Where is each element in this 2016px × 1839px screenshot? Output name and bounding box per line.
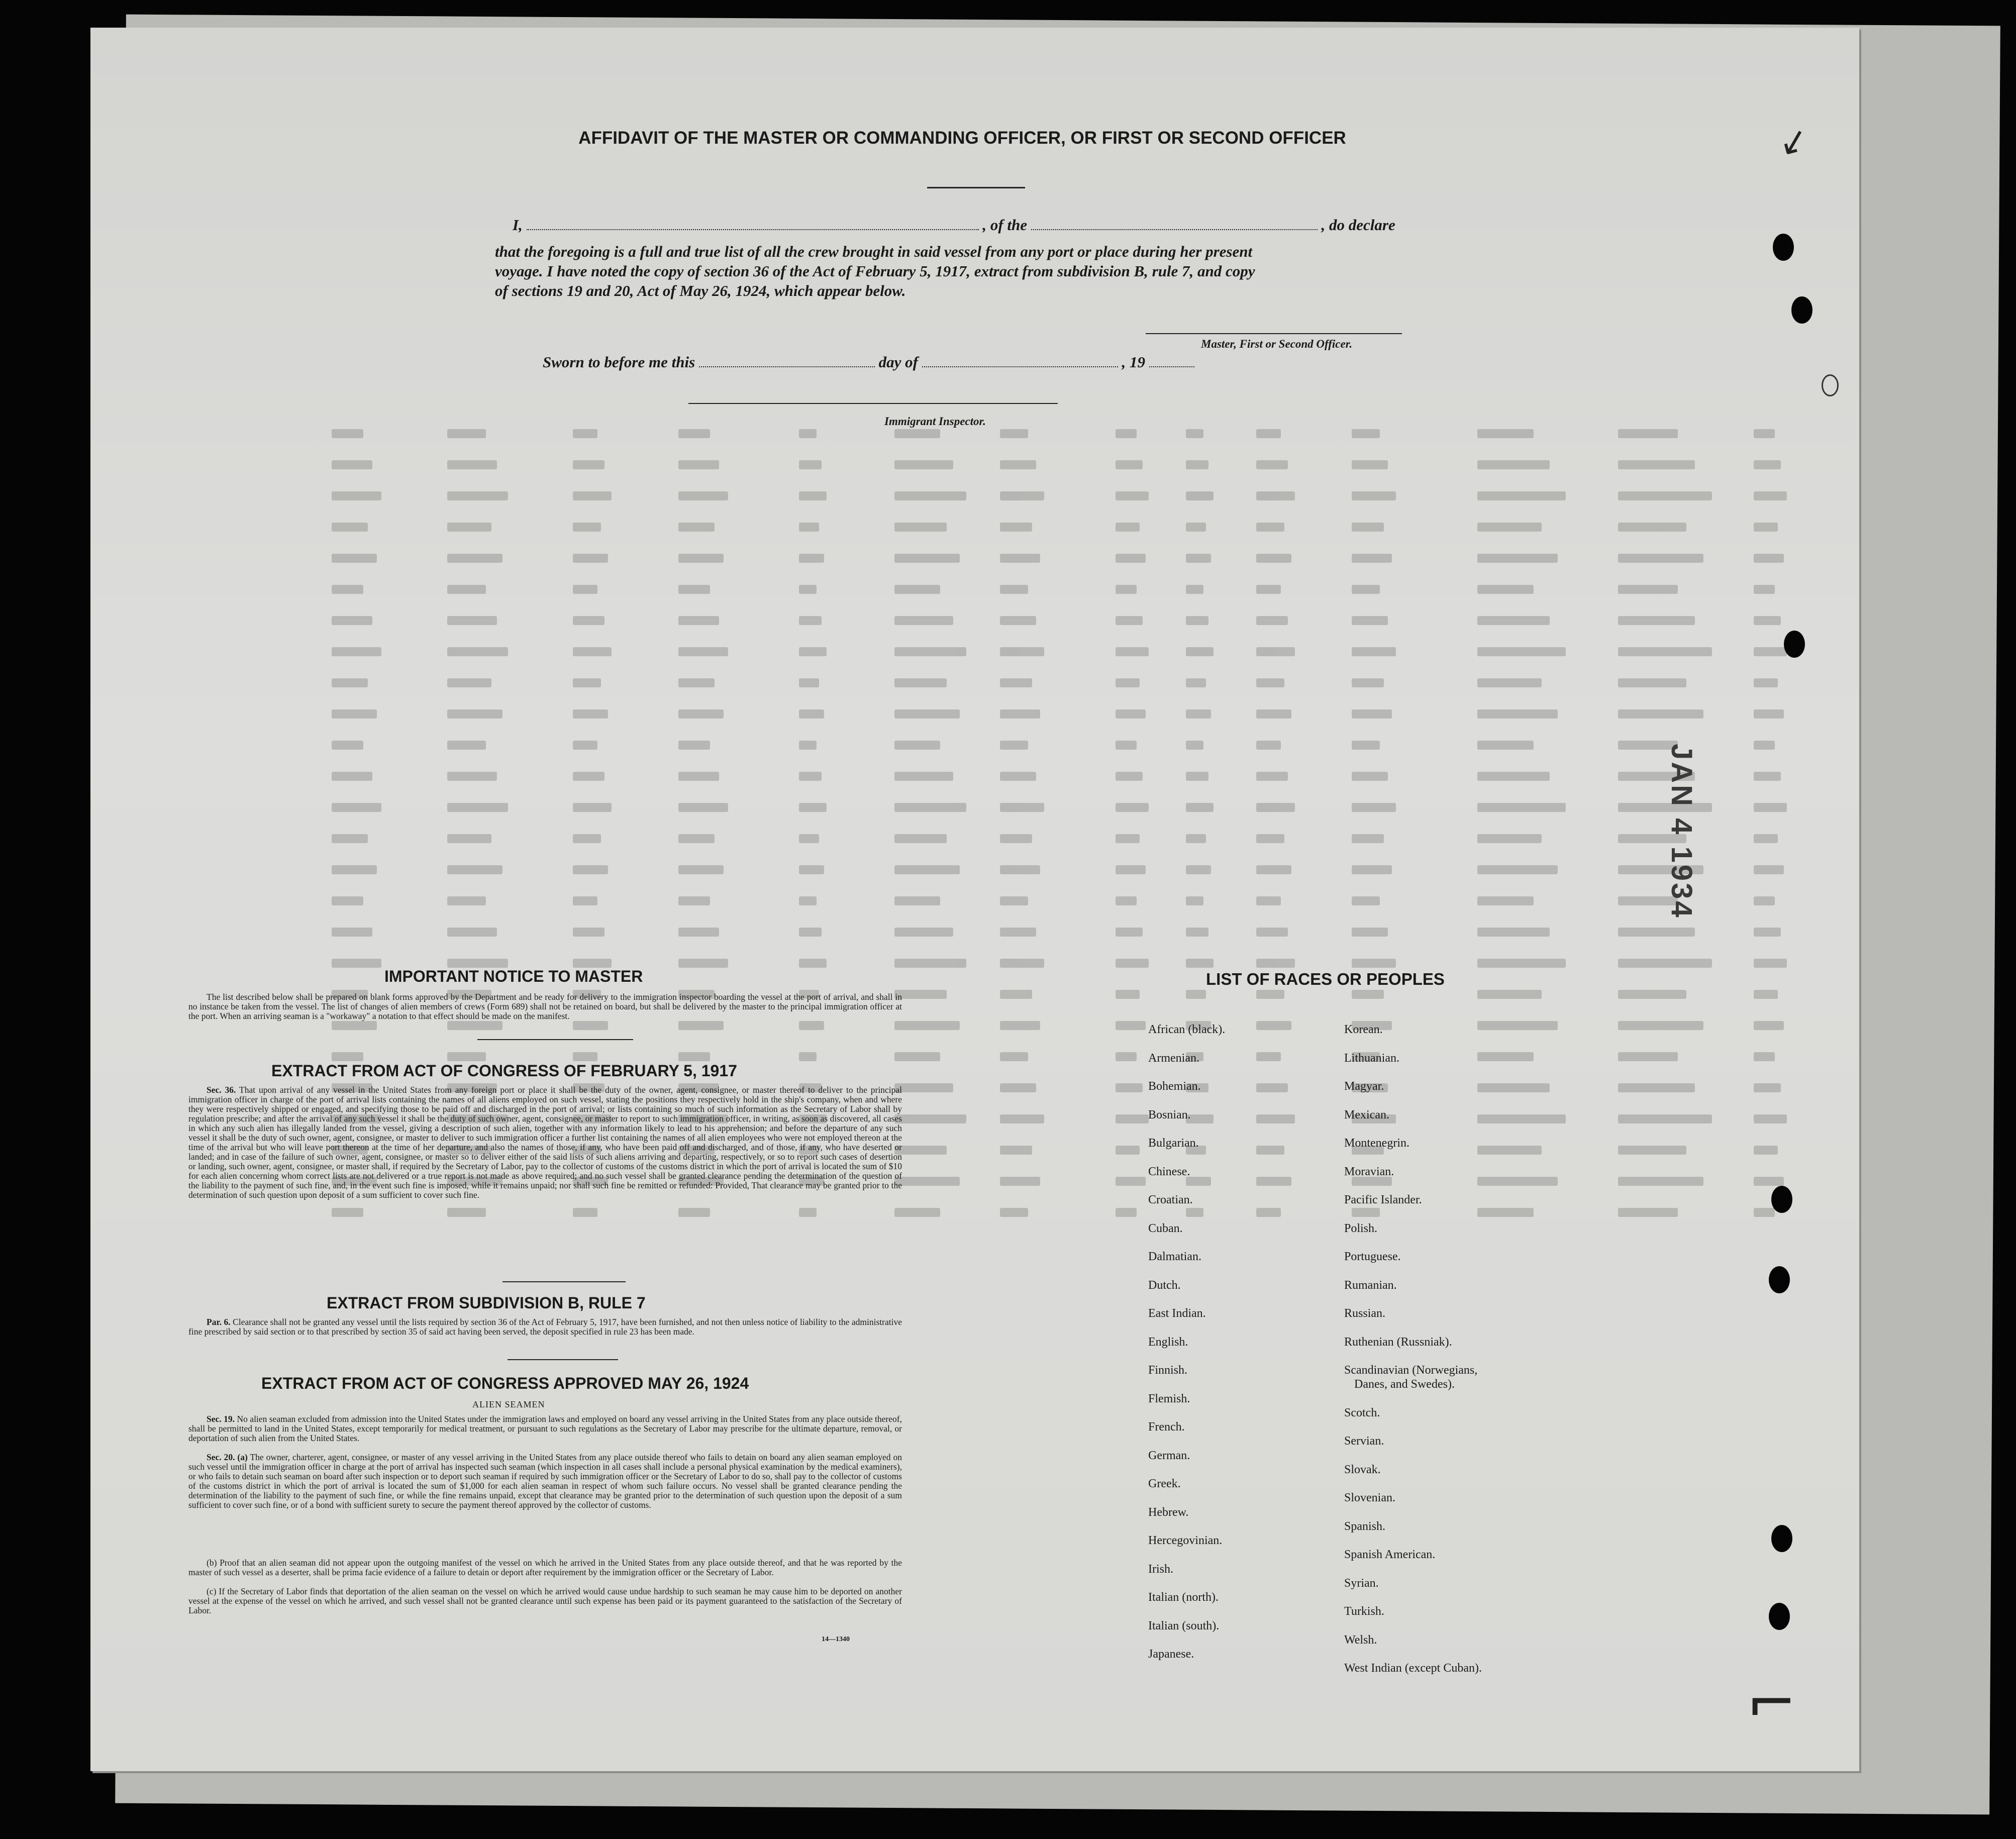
handwritten-mark: ⌐ [1746,1668,1797,1738]
race-right-item: Russian. [1344,1307,1386,1320]
date-stamp: JAN 4 1934 [1665,744,1698,920]
race-right-item: Servian. [1344,1435,1384,1448]
inspector-signature-label: Immigrant Inspector. [884,415,986,428]
race-left-item: Hercegovinian. [1148,1534,1223,1547]
race-left-item: Italian (north). [1148,1591,1219,1604]
binder-hole [1791,296,1812,324]
handwritten-check-mark: ↙ [1774,117,1813,165]
race-right-item: West Indian (except Cuban). [1344,1662,1482,1675]
extract-1917-title: EXTRACT FROM ACT OF CONGRESS OF FEBRUARY 5, 1917 [271,1062,737,1080]
faded-manifest-row [332,707,1769,721]
race-left-item: Greek. [1148,1477,1181,1490]
race-left-item: Armenian. [1148,1051,1199,1065]
race-right-item: Polish. [1344,1221,1378,1235]
sworn-a: Sworn to before me this [543,353,695,371]
sec-19-body: No alien seaman excluded from admission into the United States under the immigration laws and employed on board any vessel arriving in the United States from any place outside thereof, shall be permitted to land in the United States, except temporarily for medical treatment, or pursuant to such regulations as the Secretary of Labor may prescribe for the ultimate departure, removal, or deportation of such alien from the United States. [188,1414,902,1443]
race-left-item: East Indian. [1148,1307,1206,1320]
race-left-item: Dutch. [1148,1278,1181,1292]
race-right-item: Rumanian. [1344,1278,1397,1292]
race-right-item: Korean. [1344,1023,1383,1036]
sec-19-text [188,1414,902,1443]
name-blank [527,216,979,230]
race-left-item: Flemish. [1148,1392,1190,1405]
race-left-item: French. [1148,1420,1185,1434]
sec-36-body: That upon arrival of any vessel in the United States from any foreign port or place it shall be the duty of the owner, agent, consignee, or master thereof to deliver to the principal immigration officer in charge of the port of arrival lists containing the names of all aliens employed on such vessel, stating the positions they respectively hold in the ship's company, when and where they were respectively shipped or engaged, and specifying those to be paid off and discharged in the port of arrival; or lists containing so much of such information as the Secretary of Labor shall by regulation prescribe; and after the arrival of any such vessel it shall be the duty of such owner, agent, consignee, or master to report to such immigration officer, in writing, as soon as discovered, all cases in which any such alien has illegally landed from the vessel, giving a description of such alien, together with any information likely to lead to his apprehension; and before the departure of any such vessel it shall be the duty of such owner, agent, consignee, or master to deliver to such immigration officer a further list containing the names of all alien employees who were not employed thereon at the time of the arrival but who will leave port thereon at the time of her departure, and also the names of those, if any, who have been paid off and discharged, and of those, if any, who have deserted or landed; and in case of the failure of such owner, agent, consignee, or master so to deliver either of the said lists of such aliens arriving and departing, respectively, or so to report such cases of desertion or landing, such owner, agent, consignee, or master shall, if required by the Secretary of Labor, pay to the collector of customs of the customs district in which the port of arrival is located the sum of $10 for each alien concerning whom correct lists are not delivered or a true report is not made as above required; and no such vessel shall be granted clearance pending the determination of the question of the liability to the payment of such fine, and, in the event such fine is imposed, while it remains unpaid; nor shall such fine be remitted or refunded: Provided, That clearance may be granted prior to the determination of such question upon deposit of a sum sufficient to cover such fine. [188,1085,902,1200]
sec-20a-body: The owner, charterer, agent, consignee, or master of any vessel arriving in the United States from any place outside thereof who fails to detain on board any alien seaman employed on such vessel until the immigration officer in charge at the port of arrival has inspected such seaman (which inspection in all cases shall include a personal physical examination by the medical examiners), or who fails to detain such seaman on board after such inspection or to deport such seaman if required by such immigration officer or the Secretary of Labor to do so, shall pay to the collector of customs of the customs district in which the port of arrival is located the sum of $1,000 for each alien seaman in respect of whom such failure occurs. No vessel shall be granted clearance pending the determination of the liability to the payment of such fine, or while the fine remains unpaid, except that clearance may be granted prior to the determination of such question upon the deposit of a sum sufficient to cover such fine, or of a bond with sufficient surety to secure the payment thereof approved by the collector of customs. [188,1452,902,1510]
faded-manifest-row [332,832,1769,845]
faded-manifest-row [332,894,1769,907]
race-right-item: Mexican. [1344,1108,1389,1121]
race-left-item: Finnish. [1148,1364,1188,1377]
affidavit-line-1-c: , do declare [1321,216,1395,234]
race-right-item: Slovak. [1344,1463,1381,1476]
sec-20c-text: (c) If the Secretary of Labor finds that deportation of the alien seaman on the vessel on which he arrived would cause undue hardship to such seaman he may cause him to be deported on another vessel at the expense of the vessel on which he arrived, and such vessel shall not be granted clearance until such expense has been paid or its payment guaranteed to the satisfaction of the Secretary of Labor. [188,1586,902,1615]
sec-20a-text [188,1453,902,1510]
faded-manifest-row [332,1206,1769,1219]
race-left-item: Bosnian. [1148,1108,1191,1121]
sworn-day-blank [699,353,875,367]
race-right-item: Moravian. [1344,1165,1394,1178]
faded-manifest-row [332,614,1769,627]
faded-manifest-row [332,552,1769,565]
faded-manifest-row [332,863,1769,876]
race-right-item: Spanish. [1344,1519,1386,1533]
race-right-item: Portuguese. [1344,1250,1401,1263]
binder-hole [1773,234,1794,261]
par-6-label: Par. 6. [207,1317,231,1327]
divider [508,1359,618,1360]
race-right-item: Turkish. [1344,1605,1384,1618]
divider [927,187,1025,188]
race-right-item: Danes, and Swedes). [1354,1378,1455,1391]
sworn-line [543,353,1194,371]
race-left-item: African (black). [1148,1023,1226,1036]
race-right-item: Magyar. [1344,1080,1384,1093]
extract-b7-text [188,1317,902,1337]
sec-20-label: Sec. 20. (a) [207,1452,248,1462]
affidavit-title: AFFIDAVIT OF THE MASTER OR COMMANDING OFFICER, OR FIRST OR SECOND OFFICER [578,128,1346,148]
sworn-year-blank [1149,353,1194,367]
race-left-item: Irish. [1148,1562,1173,1576]
sworn-c: , 19 [1122,353,1145,371]
race-left-item: Croatian. [1148,1193,1193,1206]
binder-hole [1822,374,1839,396]
race-right-item: Scotch. [1344,1406,1380,1419]
sec-20b-text: (b) Proof that an alien seaman did not appear upon the outgoing manifest of the vessel on which he arrived in the United States from any place outside thereof, and that he was reported by the master of such vessel as a deserter, shall be prima facie evidence of a failure to detain or deport after requirement by the immigration officer or the Secretary of Labor. [188,1558,902,1577]
race-right-item: Welsh. [1344,1633,1377,1647]
faded-manifest-row [332,926,1769,939]
affidavit-line-1 [513,216,1395,234]
binder-hole [1771,1525,1792,1552]
race-left-item: Dalmatian. [1148,1250,1201,1263]
par-6-body: Clearance shall not be granted any vessel until the lists required by section 36 of the Act of February 5, 1917, have been furnished, and not then unless notice of liability to the administrative fine prescribed by said section or to that prescribed by section 35 of said act having been served, the deposit specified in rule 23 has been made. [188,1317,902,1337]
race-left-item: Bulgarian. [1148,1137,1199,1150]
race-right-item: Lithuanian. [1344,1051,1399,1065]
affidavit-line-3: voyage. I have noted the copy of section 36 of the Act of February 5, 1917, extract from subdivision B, rule 7, and copy [495,262,1255,280]
binder-hole [1769,1266,1790,1293]
race-right-item: Slovenian. [1344,1491,1395,1504]
race-right-item: Scandinavian (Norwegians, [1344,1364,1478,1377]
race-left-item: Hebrew. [1148,1505,1189,1519]
faded-manifest-row [332,489,1769,502]
faded-manifest-row [332,645,1769,658]
race-left-item: English. [1148,1335,1188,1349]
divider [477,1039,633,1040]
form-number: 14—1340 [822,1636,850,1643]
race-right-item: Syrian. [1344,1576,1379,1590]
race-left-item: Cuban. [1148,1221,1183,1235]
sworn-b: day of [878,353,918,371]
binder-hole [1784,631,1805,658]
master-signature-line [1146,333,1402,334]
faded-manifest-row [332,427,1769,440]
race-right-item: Montenegrin. [1344,1137,1409,1150]
affidavit-line-2: that the foregoing is a full and true list of all the crew brought in said vessel from any port or place during her present [495,243,1253,260]
faded-manifest-row [332,458,1769,471]
faded-manifest-row [332,739,1769,752]
race-left-item: German. [1148,1449,1190,1462]
race-right-item: Spanish American. [1344,1548,1436,1561]
faded-manifest-row [332,676,1769,689]
extract-b7-title: EXTRACT FROM SUBDIVISION B, RULE 7 [327,1294,646,1312]
notice-title: IMPORTANT NOTICE TO MASTER [384,967,643,985]
sec-19-label: Sec. 19. [207,1414,235,1424]
notice-text: The list described below shall be prepared on blank forms approved by the Department and be ready for delivery to the immigration inspector boarding the vessel at the port of arrival, and shall in no instance be taken from the vessel. The list of changes of alien members of crews (Form 689) shall not be retained on board, but shall be delivered by the master to the principal immigration officer at the port. When an arriving seaman is a "workaway" a notation to that effect should be made on the manifest. [188,992,902,1021]
sec-36-label: Sec. 36. [207,1085,236,1095]
race-right-item: Pacific Islander. [1344,1193,1422,1206]
faded-manifest-row [332,521,1769,534]
race-left-item: Japanese. [1148,1648,1194,1661]
races-title: LIST OF RACES OR PEOPLES [1206,970,1445,988]
race-left-item: Italian (south). [1148,1619,1220,1632]
race-left-item: Bohemian. [1148,1080,1201,1093]
extract-1924-subtitle: ALIEN SEAMEN [472,1399,545,1409]
faded-manifest-row [332,801,1769,814]
affidavit-line-1-a: I, [513,216,523,234]
race-left-item: Chinese. [1148,1165,1190,1178]
binder-hole [1771,1186,1792,1213]
inspector-signature-line [688,403,1058,404]
extract-1917-text [188,1085,902,1200]
master-signature-label: Master, First or Second Officer. [1201,338,1353,350]
affidavit-line-4: of sections 19 and 20, Act of May 26, 1924, which appear below. [495,282,906,299]
faded-manifest-row [332,583,1769,596]
extract-1924-title: EXTRACT FROM ACT OF CONGRESS APPROVED MAY 26, 1924 [261,1374,749,1392]
vessel-blank [1031,216,1318,230]
race-right-item: Ruthenian (Russniak). [1344,1335,1452,1349]
sworn-month-blank [922,353,1118,367]
divider [502,1281,626,1282]
faded-manifest-row [332,770,1769,783]
affidavit-line-1-b: , of the [982,216,1028,234]
binder-hole [1769,1603,1790,1630]
